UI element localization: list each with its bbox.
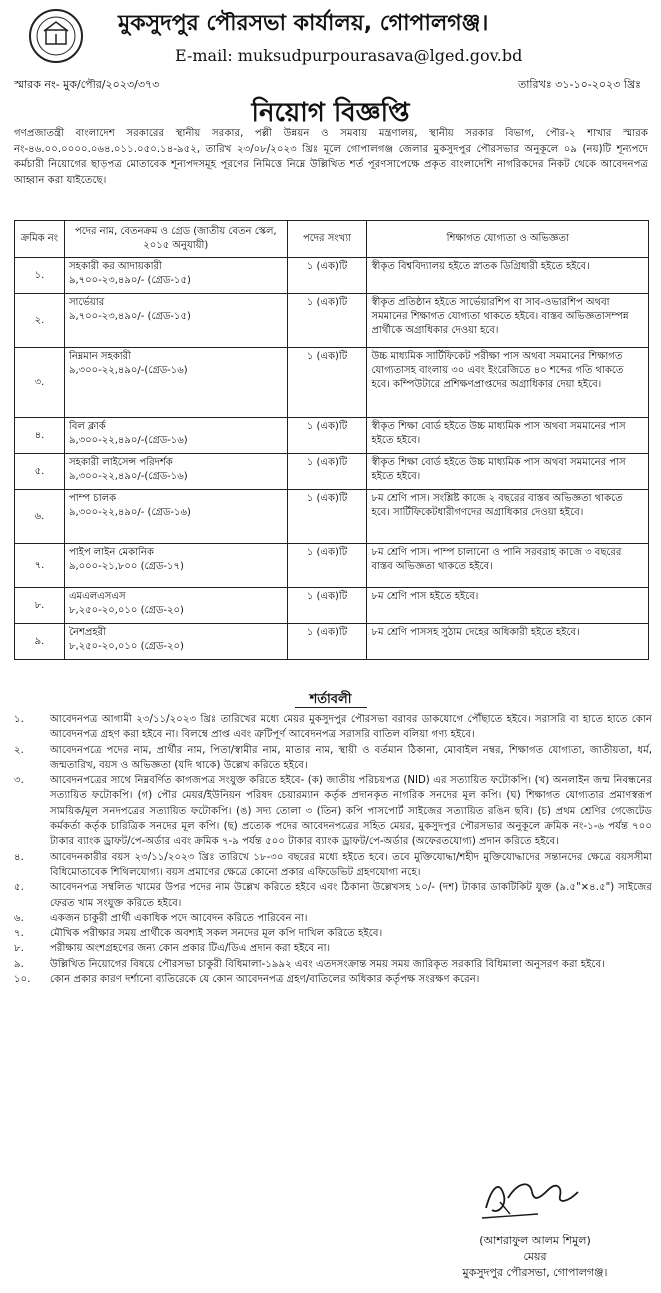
cell-serial: ৪. bbox=[15, 418, 65, 454]
term-text: আবেদনকারীর বয়স ২৩/১১/২০২৩ খ্রিঃ তারিখে ১৮-৩০ বছরের মধ্যে হইতে হবে। তবে মুক্তিযোদ্ধা/শহীদ মুক্তিযোদ্ধাদের সন্তানদের ক্ষেত্রে বয়সসীমা বিধিমোতাবেক শিথিলযোগ্য। বয়স প্রমাণের ক্ষেত্রে কোনো প্রকার এফিডেভিট গ্রহণযোগ্য নহে। bbox=[50, 851, 652, 878]
pay-scale: ৮,২৫০-২০,০১০ (গ্রেড-২০) bbox=[68, 641, 184, 652]
term-number: ৯. bbox=[14, 958, 24, 970]
pay-scale: ৯,৩০০-২২,৪৯০/-(গ্রেড-১৬) bbox=[68, 365, 188, 376]
table-row bbox=[15, 348, 649, 418]
pay-scale: ৮,২৫০-২০,০১০ (গ্রেড-২০) bbox=[68, 605, 184, 616]
post-name: এমএলএসএস bbox=[68, 591, 126, 602]
cell-post bbox=[64, 624, 287, 660]
term-item bbox=[14, 957, 652, 972]
term-number: ৪. bbox=[14, 851, 24, 863]
signature-image bbox=[478, 1168, 588, 1224]
notice-date: তারিখঃ ৩১-১০-২০২৩ খ্রিঃ bbox=[517, 78, 641, 91]
post-name: নিম্নমান সহকারী bbox=[68, 351, 132, 362]
term-item bbox=[14, 773, 652, 849]
term-text: আবেদনপত্র সম্বলিত খামের উপর পদের নাম উল্লেখ করিতে হইবে এবং ঠিকানা উল্লেখসহ ১০/- (দশ) টাকার ডাকটিকিট যুক্ত (৯.৫"×৪.৫") সাইজের ফেরত খাম সংযুক্ত করিতে হইবে। bbox=[50, 882, 652, 909]
cell-count: ১ (এক)টি bbox=[287, 294, 367, 348]
cell-serial: ৮. bbox=[15, 588, 65, 624]
signatory-designation: মেয়র bbox=[523, 1250, 547, 1263]
cell-serial: ২. bbox=[15, 294, 65, 348]
term-text: পরীক্ষায় অংশগ্রহণের জন্য কোন প্রকার টিএ/ডিএ প্রদান করা হইবে না। bbox=[50, 943, 331, 955]
cell-qualification: স্বীকৃত শিক্ষা বোর্ড হইতে উচ্চ মাধ্যমিক পাস অথবা সমমানের পাস হইতে হইবে। bbox=[367, 418, 649, 454]
signatory-office: মুকসুদপুর পৌরসভা, গোপালগঞ্জ। bbox=[462, 1266, 608, 1279]
memo-number: স্মারক নং- মুক/পৌর/২০২৩/৩৭৩ bbox=[14, 78, 160, 91]
notice-title: নিয়োগ বিজ্ঞপ্তি bbox=[251, 98, 410, 128]
term-text: আবেদনপত্রে পদের নাম, প্রার্থীর নাম, পিতা/স্বামীর নাম, মাতার নাম, স্থায়ী ও বর্তমান ঠিকানা, মোবাইল নম্বর, শিক্ষাগত যোগ্যতা, জাতীয়তা, ধর্ম, জন্মতারিখ, বয়স ও অভিজ্ঞতা (যদি থাকে) উল্লেখ করিতে হইবে। bbox=[50, 744, 652, 771]
posts-table-body bbox=[15, 258, 649, 660]
cell-post bbox=[64, 348, 287, 418]
table-row bbox=[15, 588, 649, 624]
cell-qualification: স্বীকৃত শিক্ষা বোর্ড হইতে উচ্চ মাধ্যমিক পাস অথবা সমমানের পাস হইতে হইবে। bbox=[367, 454, 649, 490]
cell-serial: ৯. bbox=[15, 624, 65, 660]
cell-count: ১ (এক)টি bbox=[287, 624, 367, 660]
pay-scale: ৯,৭০০-২৩,৪৯০/- (গ্রেড-১৫) bbox=[68, 275, 191, 286]
cell-count: ১ (এক)টি bbox=[287, 544, 367, 588]
header-count: পদের সংখ্যা bbox=[287, 221, 367, 258]
post-name: পাইপ লাইন মেকানিক bbox=[68, 547, 154, 558]
term-number: ২. bbox=[14, 744, 24, 756]
term-number: ১০. bbox=[14, 974, 31, 986]
table-row bbox=[15, 418, 649, 454]
cell-count: ১ (এক)টি bbox=[287, 454, 367, 490]
term-item bbox=[14, 712, 652, 743]
cell-post bbox=[64, 544, 287, 588]
cell-serial: ৭. bbox=[15, 544, 65, 588]
term-text: একজন চাকুরী প্রার্থী একাধিক পদে আবেদন করিতে পারিবেন না। bbox=[50, 912, 308, 924]
header-qualification: শিক্ষাগত যোগ্যতা ও অভিজ্ঞতা bbox=[367, 221, 649, 258]
term-text: কোন প্রকার কারণ দর্শানো ব্যতিরেকে যে কোন আবেদনপত্র গ্রহণ/বাতিলের অধিকার কর্তৃপক্ষ সংরক্ষণ করেন। bbox=[50, 974, 480, 986]
cell-qualification: ৮ম শ্রেণি পাস হইতে হইবে। bbox=[367, 588, 649, 624]
term-number: ১. bbox=[14, 714, 24, 725]
cell-count: ১ (এক)টি bbox=[287, 588, 367, 624]
term-item bbox=[14, 911, 652, 926]
post-name: পাম্প চালক bbox=[68, 493, 117, 504]
cell-serial: ৫. bbox=[15, 454, 65, 490]
intro-paragraph: গণপ্রজাতন্ত্রী বাংলাদেশ সরকারের স্থানীয় সরকার, পল্লী উন্নয়ন ও সমবায় মন্ত্রণালয়, স্থানীয় সরকার বিভাগ, পৌর-২ শাখার স্মারক নং-৪৬.০০.০০০০.০৬৪.০১১.০৫০.১৪-৯৫২, তারিখ ২৩/০৮/২০২৩ খ্রিঃ মূলে গোপালগঞ্জ জেলার মুকসুদপুর পৌরসভার অনুকূলে ০৯ (নয়)টি শূন্যপদে কর্মচারী নিয়োগের ছাড়পত্র মোতাবেক শূন্যপদসমূহ পূরণের নিমিত্তে নিম্নে উল্লিখিত শর্ত পূরণসাপেক্ষে প্রকৃত বাংলাদেশি নাগরিকদের নিকট থেকে আবেদনপত্র আহ্বান করা যাইতেছে। bbox=[14, 128, 648, 186]
post-name: সহকারী কর আদায়কারী bbox=[68, 261, 162, 272]
cell-serial: ১. bbox=[15, 258, 65, 294]
terms-title-underline bbox=[295, 707, 367, 708]
terms-list bbox=[14, 712, 652, 987]
cell-qualification: ৮ম শ্রেণি পাসসহ সুঠাম দেহের অধিকারী হইতে হইবে। bbox=[367, 624, 649, 660]
term-item bbox=[14, 941, 652, 956]
term-item bbox=[14, 850, 652, 881]
cell-count: ১ (এক)টি bbox=[287, 490, 367, 544]
term-number: ৩. bbox=[14, 775, 24, 787]
signatory-name: (আশরাফুল আলম শিমুল) bbox=[479, 1234, 591, 1247]
office-title: মুকসুদপুর পৌরসভা কার্যালয়, গোপালগঞ্জ। bbox=[118, 11, 489, 36]
cell-qualification: ৮ম শ্রেণি পাস। পাম্প চালানো ও পানি সরবরাহ কাজে ৩ বছরের বাস্তব অভিজ্ঞতা থাকতে হইবে। bbox=[367, 544, 649, 588]
term-text: আবেদনপত্রের সাথে নিম্নবর্ণিত কাগজপত্র সংযুক্ত করিতে হইবে- (ক) জাতীয় পরিচয়পত্র (NID) এর সত্যায়িত ফটোকপি। (খ) অনলাইন জন্ম নিবন্ধনের সত্যায়িত ফটোকপি। (গ) পৌর মেয়র/ইউনিয়ন পরিষদ চেয়ারম্যান কর্তৃক প্রদানকৃত নাগরিক সনদের মূল কপি। (ঘ) শিক্ষাগত যোগ্যতার প্রমাণস্বরূপ সাময়িক/মূল সনদপত্রের সত্যায়িত ফটোকপি। (ঙ) সদ্য তোলা ৩ (তিন) কপি পাসপোর্ট সাইজের সত্যায়িত রঙিন ছবি। (চ) প্রথম শ্রেণির গেজেটেড কর্মকর্তা কর্তৃক চারিত্রিক সনদের মূল কপি। (ছ) প্রত্যেক পদের আবেদনপত্রের সহিত মেয়র, মুকসুদপুর পৌরসভার অনুকূলে ক্রমিক নং-১-৬ পর্যন্ত ৭০০ টাকার ব্যাংক ড্রাফট/পে-অর্ডার এবং ক্রমিক ৭-৯ পর্যন্ত ৫০০ টাকার ব্যাংক ড্রাফট/পে-অর্ডার (অফেরতযোগ্য) প্রদান করিতে হইবে। bbox=[50, 775, 652, 848]
term-item bbox=[14, 972, 652, 987]
term-number: ৮. bbox=[14, 943, 24, 955]
signatory-block bbox=[415, 1233, 655, 1281]
pay-scale: ৯,৩০০-২২,৪৯০/- (গ্রেড-১৬) bbox=[68, 507, 191, 518]
term-item bbox=[14, 880, 652, 911]
pay-scale: ৯,৩০০-২২,৪৯০/-(গ্রেড-১৬) bbox=[68, 435, 188, 446]
term-number: ৬. bbox=[14, 912, 24, 924]
post-name: সহকারী লাইসেন্স পরিদর্শক bbox=[68, 457, 173, 468]
pay-scale: ৯,৩০০-২২,৪৯০/-(গ্রেড-১৬) bbox=[68, 471, 188, 482]
table-row bbox=[15, 258, 649, 294]
cell-count: ১ (এক)টি bbox=[287, 258, 367, 294]
table-header-row bbox=[15, 221, 649, 258]
municipality-seal-logo bbox=[28, 8, 84, 64]
cell-count: ১ (এক)টি bbox=[287, 348, 367, 418]
cell-post bbox=[64, 490, 287, 544]
term-number: ৫. bbox=[14, 882, 24, 894]
pay-scale: ৯,৭০০-২৩,৪৯০/- (গ্রেড-১৫) bbox=[68, 311, 191, 322]
term-text: মৌখিক পরীক্ষার সময় প্রার্থীকে অবশ্যই সকল সনদের মূল কপি দাখিল করিতে হইবে। bbox=[50, 928, 383, 940]
posts-table bbox=[14, 220, 649, 660]
post-name: নৈশপ্রহরী bbox=[68, 627, 106, 638]
term-number: ৭. bbox=[14, 928, 24, 940]
header-post: পদের নাম, বেতনক্রম ও গ্রেড (জাতীয় বেতন স্কেল, ২০১৫ অনুযায়ী) bbox=[64, 221, 287, 258]
cell-qualification: উচ্চ মাধ্যমিক সার্টিফিকেট পরীক্ষা পাস অথবা সমমানের শিক্ষাগত যোগ্যতাসহ বাংলায় ৩০ এবং ইংরেজিতে ৪০ শব্দের গতি থাকতে হবে। কম্পিউটারে প্রশিক্ষণপ্রাপ্তদের অগ্রাধিকার দেয়া হইবে। bbox=[367, 348, 649, 418]
table-row bbox=[15, 544, 649, 588]
term-text: উল্লিখিত নিয়োগের বিষয়ে পৌরসভা চাকুরী বিধিমালা-১৯৯২ এবং এতদসংক্রান্ত সময় সময় জারিকৃত সরকারি বিধিমালা অনুসরণ করা হইবে। bbox=[50, 958, 605, 970]
table-row bbox=[15, 490, 649, 544]
cell-post bbox=[64, 588, 287, 624]
post-name: সার্ভেয়ার bbox=[68, 297, 105, 308]
office-email: E-mail: muksudpurpourasava@lged.gov.bd bbox=[175, 46, 523, 65]
cell-qualification: স্বীকৃত প্রতিষ্ঠান হইতে সার্ভেয়ারশিপ বা সাব-ওভারশিপ অথবা সমমানের শিক্ষাগত যোগ্যতা থাকতে হইবে। বাস্তব অভিজ্ঞতাসম্পন্ন প্রার্থীকে অগ্রাধিকার দেওয়া হবে। bbox=[367, 294, 649, 348]
cell-serial: ৬. bbox=[15, 490, 65, 544]
header-serial: ক্রমিক নং bbox=[15, 221, 65, 258]
post-name: বিল ক্লার্ক bbox=[68, 421, 106, 432]
terms-title: শর্তাবলী bbox=[309, 692, 352, 707]
cell-post bbox=[64, 294, 287, 348]
cell-qualification: ৮ম শ্রেণি পাস। সংশ্লিষ্ট কাজে ২ বছরের বাস্তব অভিজ্ঞতা থাকতে হবে। সার্টিফিকেটধারীগণদের অগ্রাধিকার দেওয়া হইবে। bbox=[367, 490, 649, 544]
table-row bbox=[15, 454, 649, 490]
cell-count: ১ (এক)টি bbox=[287, 418, 367, 454]
table-row bbox=[15, 294, 649, 348]
cell-post bbox=[64, 258, 287, 294]
cell-post bbox=[64, 454, 287, 490]
cell-post bbox=[64, 418, 287, 454]
table-row bbox=[15, 624, 649, 660]
term-text: আবেদনপত্র আগামী ২৩/১১/২০২৩ খ্রিঃ তারিখের মধ্যে মেয়র মুকসুদপুর পৌরসভা বরাবর ডাকযোগে পৌঁছাতে হইবে। সরাসরি বা হাতে হাতে কোন আবেদনপত্র গ্রহণ করা হইবে না। বিলম্বে প্রাপ্ত এবং ত্রুটিপূর্ণ আবেদনপত্র সরাসরি বাতিল বলিয়া গণ্য হইবে। bbox=[50, 714, 652, 741]
term-item bbox=[14, 926, 652, 941]
pay-scale: ৯,০০০-২১,৮০০ (গ্রেড-১৭) bbox=[68, 561, 184, 572]
cell-serial: ৩. bbox=[15, 348, 65, 418]
term-item bbox=[14, 743, 652, 774]
cell-qualification: স্বীকৃত বিশ্ববিদ্যালয় হইতে স্নাতক ডিগ্রিধারী হইতে হইবে। bbox=[367, 258, 649, 294]
